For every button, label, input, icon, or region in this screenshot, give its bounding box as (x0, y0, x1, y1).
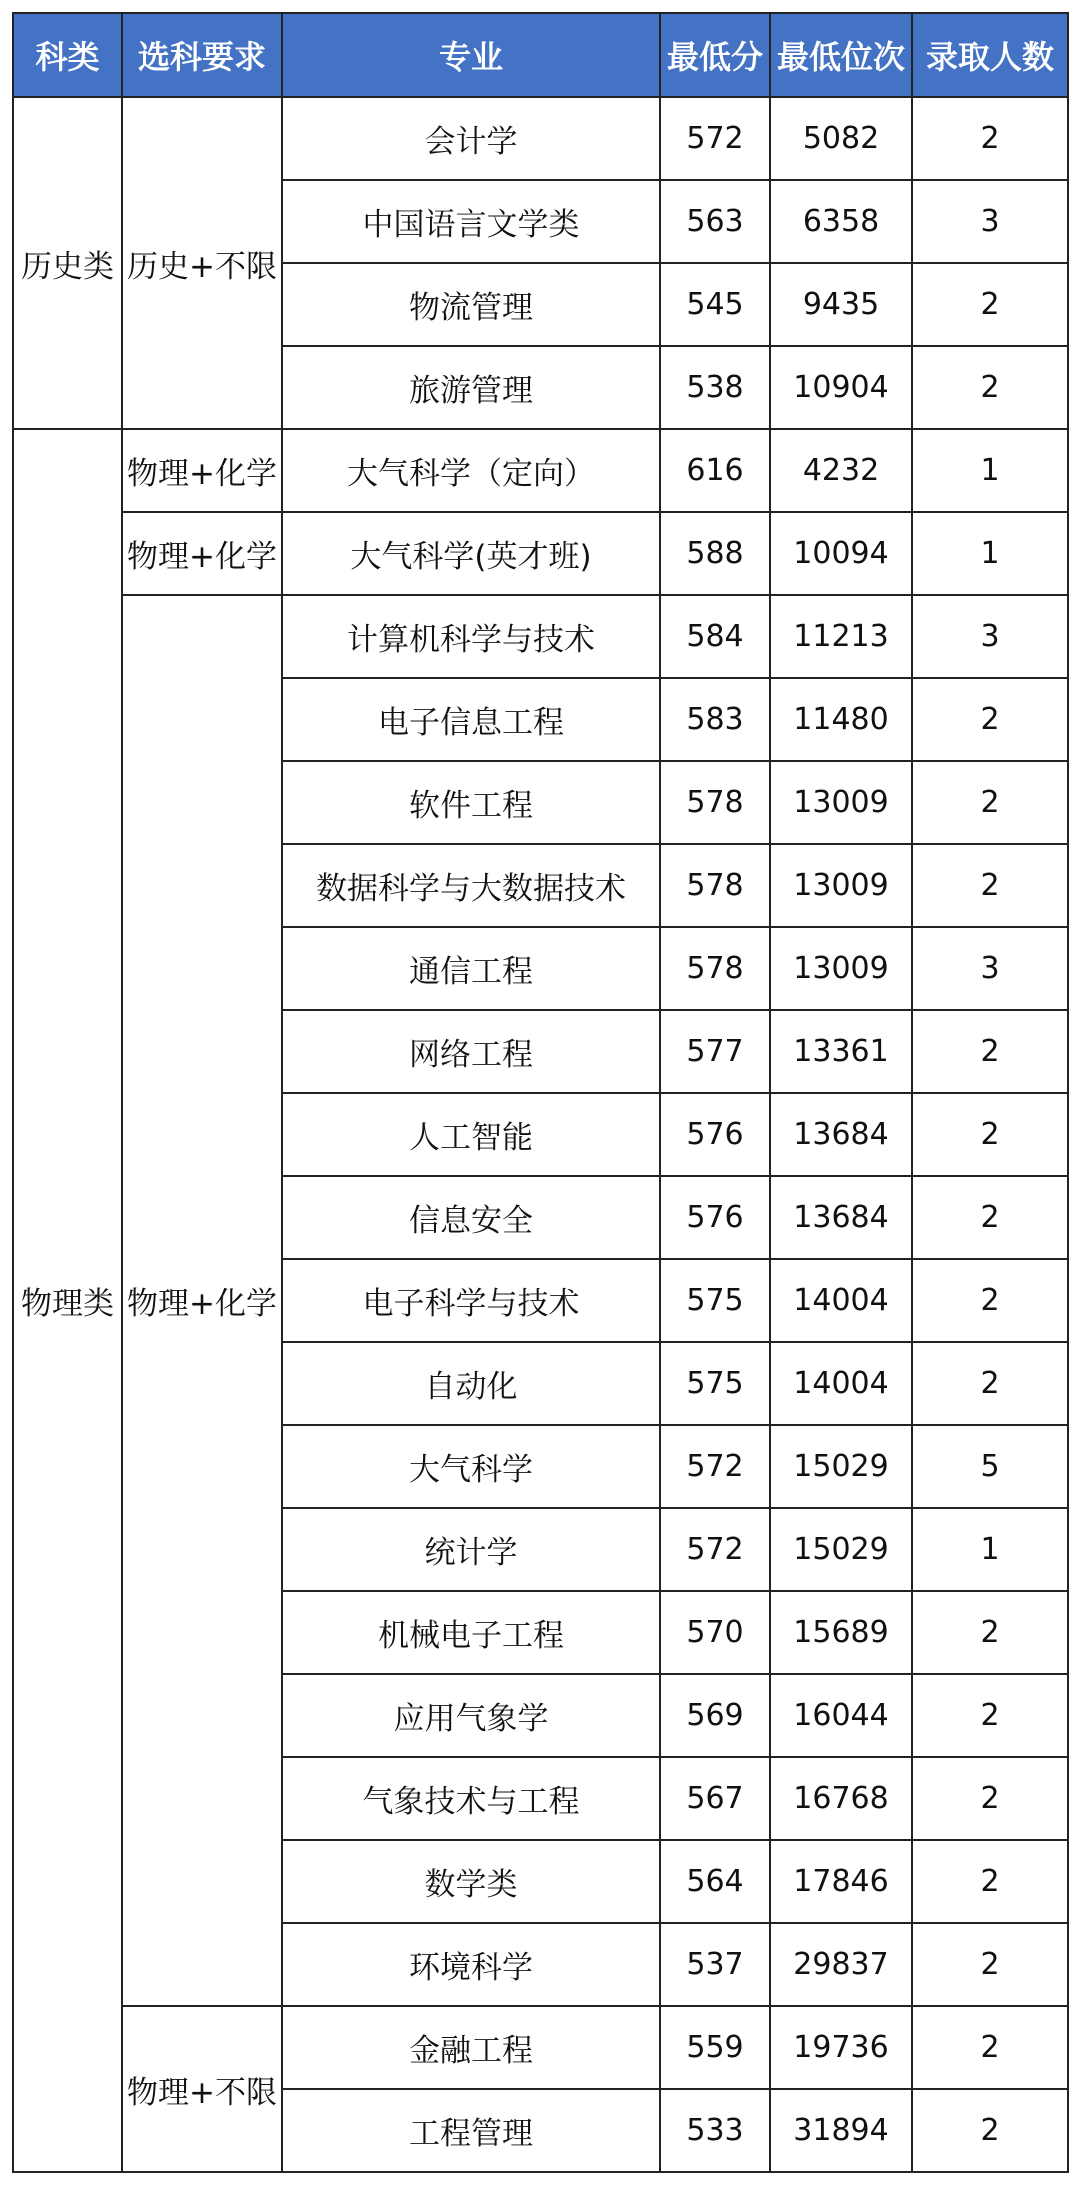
requirement-cell-physics-chemistry: 物理+化学 (122, 429, 282, 512)
rank-cell: 13684 (770, 1176, 912, 1259)
count-cell: 1 (912, 429, 1068, 512)
major-cell: 计算机科学与技术 (282, 595, 660, 678)
score-cell: 584 (660, 595, 770, 678)
table-row (13, 97, 1068, 180)
score-cell: 578 (660, 844, 770, 927)
table-row (13, 595, 1068, 678)
count-cell: 5 (912, 1425, 1068, 1508)
score-cell: 588 (660, 512, 770, 595)
count-cell: 2 (912, 2006, 1068, 2089)
rank-cell: 4232 (770, 429, 912, 512)
major-cell: 物流管理 (282, 263, 660, 346)
score-cell: 533 (660, 2089, 770, 2172)
count-cell: 2 (912, 263, 1068, 346)
header-major: 专业 (282, 13, 660, 97)
count-cell: 2 (912, 1176, 1068, 1259)
rank-cell: 31894 (770, 2089, 912, 2172)
count-cell: 3 (912, 595, 1068, 678)
admission-table (12, 12, 1069, 2173)
table-row (13, 2006, 1068, 2089)
count-cell: 2 (912, 1259, 1068, 1342)
score-cell: 569 (660, 1674, 770, 1757)
count-cell: 2 (912, 2089, 1068, 2172)
score-cell: 577 (660, 1010, 770, 1093)
rank-cell: 11213 (770, 595, 912, 678)
count-cell: 2 (912, 1591, 1068, 1674)
major-cell: 人工智能 (282, 1093, 660, 1176)
count-cell: 2 (912, 1923, 1068, 2006)
major-cell: 电子信息工程 (282, 678, 660, 761)
major-cell: 数学类 (282, 1840, 660, 1923)
major-cell: 工程管理 (282, 2089, 660, 2172)
major-cell: 金融工程 (282, 2006, 660, 2089)
score-cell: 537 (660, 1923, 770, 2006)
rank-cell: 15029 (770, 1508, 912, 1591)
rank-cell: 19736 (770, 2006, 912, 2089)
count-cell: 1 (912, 1508, 1068, 1591)
rank-cell: 13684 (770, 1093, 912, 1176)
score-cell: 583 (660, 678, 770, 761)
rank-cell: 13009 (770, 844, 912, 927)
rank-cell: 11480 (770, 678, 912, 761)
rank-cell: 13009 (770, 927, 912, 1010)
score-cell: 575 (660, 1259, 770, 1342)
score-cell: 576 (660, 1176, 770, 1259)
requirement-cell-physics-any: 物理+不限 (122, 2006, 282, 2172)
table-row (13, 512, 1068, 595)
count-cell: 2 (912, 1757, 1068, 1840)
header-min-score: 最低分 (660, 13, 770, 97)
score-cell: 572 (660, 97, 770, 180)
major-cell: 大气科学 (282, 1425, 660, 1508)
major-cell: 旅游管理 (282, 346, 660, 429)
rank-cell: 16044 (770, 1674, 912, 1757)
major-cell: 自动化 (282, 1342, 660, 1425)
major-cell: 通信工程 (282, 927, 660, 1010)
major-cell: 软件工程 (282, 761, 660, 844)
major-cell: 电子科学与技术 (282, 1259, 660, 1342)
major-cell: 信息安全 (282, 1176, 660, 1259)
major-cell: 环境科学 (282, 1923, 660, 2006)
header-min-rank: 最低位次 (770, 13, 912, 97)
rank-cell: 10904 (770, 346, 912, 429)
major-cell: 统计学 (282, 1508, 660, 1591)
major-cell: 大气科学(英才班) (282, 512, 660, 595)
major-cell: 中国语言文学类 (282, 180, 660, 263)
rank-cell: 5082 (770, 97, 912, 180)
score-cell: 545 (660, 263, 770, 346)
score-cell: 572 (660, 1508, 770, 1591)
major-cell: 会计学 (282, 97, 660, 180)
count-cell: 2 (912, 761, 1068, 844)
category-cell-physics: 物理类 (13, 429, 122, 2172)
rank-cell: 14004 (770, 1259, 912, 1342)
score-cell: 616 (660, 429, 770, 512)
rank-cell: 13009 (770, 761, 912, 844)
rank-cell: 14004 (770, 1342, 912, 1425)
rank-cell: 16768 (770, 1757, 912, 1840)
count-cell: 2 (912, 1010, 1068, 1093)
count-cell: 1 (912, 512, 1068, 595)
score-cell: 564 (660, 1840, 770, 1923)
rank-cell: 10094 (770, 512, 912, 595)
major-cell: 气象技术与工程 (282, 1757, 660, 1840)
score-cell: 576 (660, 1093, 770, 1176)
header-category: 科类 (13, 13, 122, 97)
rank-cell: 17846 (770, 1840, 912, 1923)
score-cell: 538 (660, 346, 770, 429)
category-cell-history: 历史类 (13, 97, 122, 429)
score-cell: 578 (660, 927, 770, 1010)
rank-cell: 9435 (770, 263, 912, 346)
rank-cell: 15029 (770, 1425, 912, 1508)
count-cell: 2 (912, 1342, 1068, 1425)
rank-cell: 6358 (770, 180, 912, 263)
major-cell: 机械电子工程 (282, 1591, 660, 1674)
table-row (13, 429, 1068, 512)
count-cell: 3 (912, 927, 1068, 1010)
score-cell: 567 (660, 1757, 770, 1840)
requirement-cell-physics-chemistry: 物理+化学 (122, 512, 282, 595)
count-cell: 2 (912, 1674, 1068, 1757)
rank-cell: 15689 (770, 1591, 912, 1674)
rank-cell: 13361 (770, 1010, 912, 1093)
header-enrolled: 录取人数 (912, 13, 1068, 97)
rank-cell: 29837 (770, 1923, 912, 2006)
score-cell: 559 (660, 2006, 770, 2089)
major-cell: 应用气象学 (282, 1674, 660, 1757)
count-cell: 2 (912, 1093, 1068, 1176)
score-cell: 570 (660, 1591, 770, 1674)
count-cell: 3 (912, 180, 1068, 263)
count-cell: 2 (912, 97, 1068, 180)
requirement-cell-history-any: 历史+不限 (122, 97, 282, 429)
count-cell: 2 (912, 678, 1068, 761)
requirement-cell-physics-chemistry: 物理+化学 (122, 595, 282, 2006)
admission-table-container (12, 12, 1067, 2182)
score-cell: 572 (660, 1425, 770, 1508)
count-cell: 2 (912, 346, 1068, 429)
score-cell: 578 (660, 761, 770, 844)
score-cell: 563 (660, 180, 770, 263)
major-cell: 网络工程 (282, 1010, 660, 1093)
major-cell: 大气科学（定向） (282, 429, 660, 512)
count-cell: 2 (912, 844, 1068, 927)
major-cell: 数据科学与大数据技术 (282, 844, 660, 927)
score-cell: 575 (660, 1342, 770, 1425)
count-cell: 2 (912, 1840, 1068, 1923)
table-header-row (13, 13, 1068, 97)
header-subject-requirement: 选科要求 (122, 13, 282, 97)
